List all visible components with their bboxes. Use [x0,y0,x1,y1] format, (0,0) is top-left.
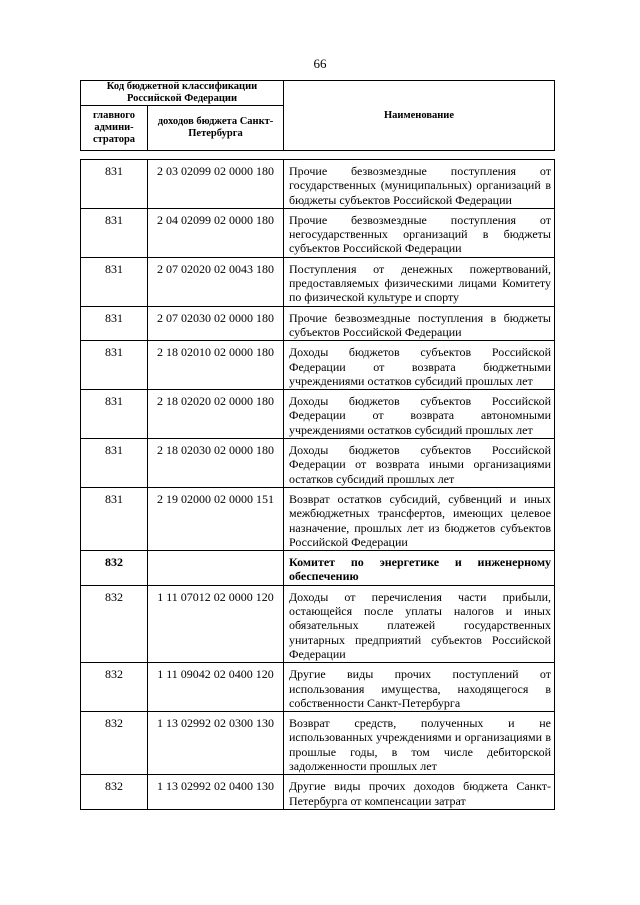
row-name: Доходы от перечисления части прибыли, остающейся после уплаты налогов и иных обязательных платежей государственных унитарных предприятий субъектов Российской Федерации [284,585,555,662]
row-budget-code: 2 18 02010 02 0000 180 [148,341,284,390]
row-name: Возврат остатков субсидий, субвенций и иных межбюджетных трансфертов, имеющих целевое назначение, прошлых лет из бюджетов субъектов Российской Федерации [284,487,555,550]
header-name-column: Наименование [284,81,555,151]
classification-table [80,159,555,810]
row-name: Прочие безвозмездные поступления от государственных (муниципальных) организаций в бюджеты субъектов Российской Федерации [284,160,555,209]
page-number: 66 [313,56,327,71]
row-name: Поступления от денежных пожертвований, предоставляемых физическими лицами Комитету по физической культуре и спорту [284,257,555,306]
row-budget-code: 2 18 02030 02 0000 180 [148,439,284,488]
table-row [81,775,555,810]
row-admin-code: 831 [81,208,148,257]
row-name: Прочие безвозмездные поступления в бюджеты субъектов Российской Федерации [284,306,555,341]
row-budget-code: 2 03 02099 02 0000 180 [148,160,284,209]
row-admin-code: 831 [81,306,148,341]
table-row [81,208,555,257]
table-row [81,341,555,390]
row-name: Возврат средств, полученных и не использованных учреждениями и организациями в прошлые годы, в том числе дебиторской задолженности прошлых лет [284,712,555,775]
table-row [81,487,555,550]
row-name: Доходы бюджетов субъектов Российской Федерации от возврата иными организациями остатков субсидий прошлых лет [284,439,555,488]
row-admin-code: 831 [81,257,148,306]
row-budget-code: 1 11 07012 02 0000 120 [148,585,284,662]
row-name: Доходы бюджетов субъектов Российской Федерации от возврата автономными учреждениями остатков субсидий прошлых лет [284,390,555,439]
table-row [81,439,555,488]
row-admin-code: 831 [81,160,148,209]
header-admin-column: главного админи-стратора [81,106,148,151]
row-budget-code: 2 19 02000 02 0000 151 [148,487,284,550]
table-row [81,551,555,586]
table-row [81,390,555,439]
row-admin-code: 832 [81,663,148,712]
table-row [81,712,555,775]
row-budget-code: 2 18 02020 02 0000 180 [148,390,284,439]
row-budget-code: 2 04 02099 02 0000 180 [148,208,284,257]
row-name: Другие виды прочих доходов бюджета Санкт-Петербурга от компенсации затрат [284,775,555,810]
row-budget-code: 2 07 02020 02 0043 180 [148,257,284,306]
row-admin-code: 832 [81,775,148,810]
table-row [81,160,555,209]
row-admin-code: 831 [81,487,148,550]
row-budget-code: 1 13 02992 02 0400 130 [148,775,284,810]
row-admin-code: 832 [81,551,148,586]
table-header [80,80,555,151]
row-budget-code: 2 07 02030 02 0000 180 [148,306,284,341]
row-budget-code: 1 13 02992 02 0300 130 [148,712,284,775]
row-name: Другие виды прочих поступлений от использования имущества, находящегося в собственности Санкт-Петербурга [284,663,555,712]
header-code-column: доходов бюджета Санкт-Петербурга [148,106,284,151]
row-name: Прочие безвозмездные поступления от негосударственных организаций в бюджеты субъектов Российской Федерации [284,208,555,257]
table-row [81,306,555,341]
row-admin-code: 832 [81,712,148,775]
row-admin-code: 832 [81,585,148,662]
row-admin-code: 831 [81,439,148,488]
table-row [81,663,555,712]
row-budget-code: 1 11 09042 02 0400 120 [148,663,284,712]
header-group-title: Код бюджетной классификации Российской Федерации [81,81,284,106]
table-row [81,257,555,306]
row-admin-code: 831 [81,390,148,439]
row-budget-code [148,551,284,586]
table-row [81,585,555,662]
row-admin-code: 831 [81,341,148,390]
row-name: Доходы бюджетов субъектов Российской Федерации от возврата бюджетными учреждениями остатков субсидий прошлых лет [284,341,555,390]
row-name: Комитет по энергетике и инженерному обеспечению [284,551,555,586]
